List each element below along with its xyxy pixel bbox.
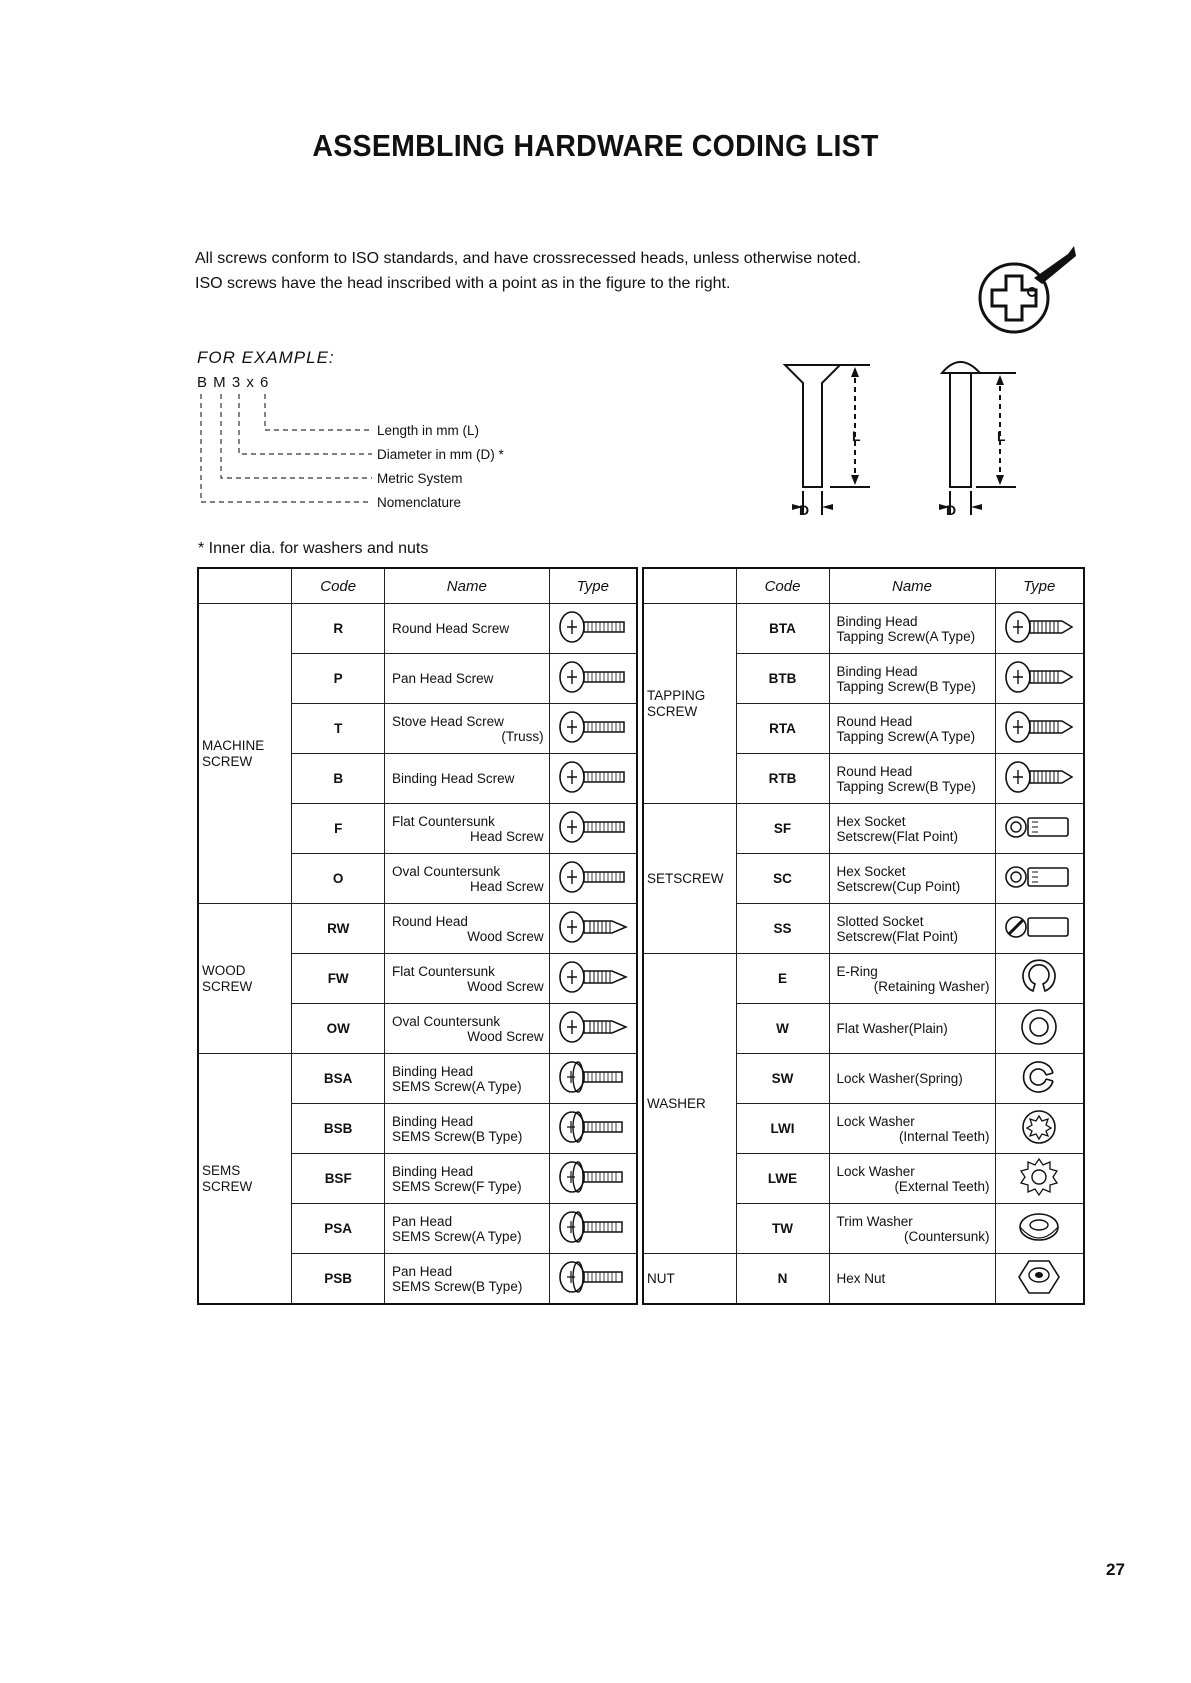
name-line-2: SEMS Screw(A Type) (392, 1228, 522, 1244)
code-cell: FW (292, 954, 385, 1004)
name-cell (829, 704, 995, 754)
name-line-1: Binding Head (392, 1113, 474, 1129)
name-cell (829, 1004, 995, 1054)
code-cell: BSB (292, 1104, 385, 1154)
type-cell (549, 604, 637, 654)
name-line-1: Hex Socket (836, 863, 906, 879)
name-line-1: Flat Countersunk (392, 963, 495, 979)
name-line-1: Stove Head Screw (392, 713, 504, 729)
name-cell (385, 1004, 550, 1054)
name-cell (829, 854, 995, 904)
code-cell: SC (736, 854, 829, 904)
intro-line-2: ISO screws have the head inscribed with a point as in the figure to the right. (195, 275, 731, 292)
code-cell: BTB (736, 654, 829, 704)
code-cell: R (292, 604, 385, 654)
tapping-screw-icon (1004, 783, 1074, 798)
table-header-row (643, 568, 1084, 604)
code-cell: RTB (736, 754, 829, 804)
slotted-setscrew-icon (1004, 933, 1074, 948)
example-diameter: Diameter in mm (D) * (377, 447, 504, 462)
type-cell (549, 1204, 637, 1254)
category-cell (198, 904, 292, 1054)
type-cell (549, 954, 637, 1004)
category-cell (643, 1254, 736, 1305)
name-line-1: Hex Nut (836, 1271, 886, 1286)
code-cell: P (292, 654, 385, 704)
name-line-1: Oval Countersunk (392, 1013, 501, 1029)
table-header-row (198, 568, 637, 604)
name-cell (829, 1154, 995, 1204)
code-cell: BSF (292, 1154, 385, 1204)
header-category (198, 568, 292, 604)
name-cell (829, 1254, 995, 1305)
left-coding-table (197, 567, 638, 1305)
type-cell (995, 1004, 1084, 1054)
name-line-1: Pan Head (392, 1213, 453, 1229)
type-cell (995, 1104, 1084, 1154)
name-line-2: (Countersunk) (903, 1228, 990, 1244)
name-line-2: Head Screw (470, 878, 544, 894)
name-line-2: Wood Screw (467, 928, 544, 944)
sems-screw-icon (558, 1233, 628, 1248)
example-length: Length in mm (L) (377, 423, 480, 438)
name-line-1: Flat Washer(Plain) (836, 1021, 948, 1036)
name-line-1: Binding Head (836, 613, 918, 629)
code-cell: LWE (736, 1154, 829, 1204)
name-cell (385, 904, 550, 954)
iso-screw-head-icon (972, 240, 1082, 340)
dim-label-length-2: L (997, 428, 1006, 444)
table-row (198, 904, 637, 954)
dim-label-diameter-2: D (946, 502, 957, 518)
table-row (198, 604, 637, 654)
name-cell (829, 804, 995, 854)
name-line-1: Hex Socket (836, 813, 906, 829)
type-cell (995, 654, 1084, 704)
name-line-2: (Internal Teeth) (898, 1128, 990, 1144)
right-coding-table (642, 567, 1085, 1305)
code-cell: W (736, 1004, 829, 1054)
type-cell (549, 704, 637, 754)
name-cell (385, 754, 550, 804)
header-code: Code (736, 568, 829, 604)
code-cell: LWI (736, 1104, 829, 1154)
name-line-1: Round Head Screw (392, 621, 510, 636)
code-cell: T (292, 704, 385, 754)
name-line-1: Slotted Socket (836, 913, 924, 929)
header-code: Code (292, 568, 385, 604)
trim-washer-icon (1017, 1233, 1061, 1248)
name-line-1: Binding Head (392, 1063, 474, 1079)
name-line-1: Binding Head (392, 1163, 474, 1179)
name-cell (385, 1054, 550, 1104)
header-type: Type (549, 568, 637, 604)
name-cell (829, 1204, 995, 1254)
category-label: MACHINE SCREW (202, 737, 265, 769)
name-line-1: Lock Washer (836, 1163, 915, 1179)
name-cell (829, 604, 995, 654)
example-label: FOR EXAMPLE: (197, 348, 335, 367)
category-label: NUT (647, 1270, 675, 1286)
type-cell (549, 1154, 637, 1204)
name-cell (385, 604, 550, 654)
oval-countersunk-wood-screw-icon (558, 1033, 628, 1048)
code-cell: E (736, 954, 829, 1004)
name-line-1: E-Ring (836, 963, 878, 979)
name-line-2: Tapping Screw(B Type) (836, 678, 976, 694)
binding-head-screw-icon (558, 783, 628, 798)
code-cell: BSA (292, 1054, 385, 1104)
hex-socket-setscrew-icon (1004, 883, 1074, 898)
category-label: WASHER (647, 1095, 706, 1111)
name-cell (829, 654, 995, 704)
name-line-2: SEMS Screw(F Type) (392, 1178, 522, 1194)
category-label: SETSCREW (647, 870, 724, 886)
name-line-2: Setscrew(Flat Point) (836, 828, 959, 844)
code-cell: N (736, 1254, 829, 1305)
type-cell (995, 754, 1084, 804)
sems-screw-icon (558, 1133, 628, 1148)
header-category (643, 568, 736, 604)
type-cell (549, 1054, 637, 1104)
name-cell (385, 654, 550, 704)
flat-washer-icon (1019, 1035, 1059, 1050)
type-cell (995, 904, 1084, 954)
type-cell (995, 954, 1084, 1004)
sems-screw-icon (558, 1083, 628, 1098)
code-cell: SS (736, 904, 829, 954)
tapping-screw-icon (1004, 683, 1074, 698)
header-type: Type (995, 568, 1084, 604)
type-cell (995, 804, 1084, 854)
name-cell (385, 854, 550, 904)
name-cell (829, 1054, 995, 1104)
name-cell (829, 754, 995, 804)
name-line-2: (Truss) (501, 728, 544, 744)
e-ring-icon (1019, 985, 1059, 1000)
table-row (643, 804, 1084, 854)
code-cell: PSA (292, 1204, 385, 1254)
flat-countersunk-screw-icon (558, 833, 628, 848)
code-cell: RW (292, 904, 385, 954)
name-cell (385, 1154, 550, 1204)
name-line-2: Tapping Screw(B Type) (836, 778, 976, 794)
flat-countersunk-wood-screw-icon (558, 983, 628, 998)
hex-nut-icon (1017, 1285, 1061, 1300)
header-name: Name (829, 568, 995, 604)
name-line-2: (External Teeth) (894, 1178, 990, 1194)
sems-screw-icon (558, 1283, 628, 1298)
code-cell: SF (736, 804, 829, 854)
name-line-2: Wood Screw (467, 978, 544, 994)
external-tooth-washer-icon (1019, 1185, 1059, 1200)
name-line-2: SEMS Screw(B Type) (392, 1278, 523, 1294)
name-cell (385, 704, 550, 754)
type-cell (995, 1154, 1084, 1204)
name-line-2: Head Screw (470, 828, 544, 844)
page-title: ASSEMBLING HARDWARE CODING LIST (312, 128, 879, 163)
name-cell (829, 954, 995, 1004)
type-cell (549, 1004, 637, 1054)
round-head-screw-icon (558, 633, 628, 648)
header-name: Name (385, 568, 550, 604)
code-cell: B (292, 754, 385, 804)
code-cell: OW (292, 1004, 385, 1054)
code-cell: PSB (292, 1254, 385, 1305)
table-row (643, 604, 1084, 654)
spring-washer-icon (1019, 1085, 1059, 1100)
name-line-1: Round Head (836, 713, 913, 729)
name-line-1: Oval Countersunk (392, 863, 501, 879)
type-cell (995, 704, 1084, 754)
sems-screw-icon (558, 1183, 628, 1198)
table-row (643, 1254, 1084, 1305)
footnote: * Inner dia. for washers and nuts (198, 540, 429, 557)
name-line-2: Tapping Screw(A Type) (836, 728, 976, 744)
category-label: TAPPING SCREW (647, 687, 706, 719)
name-line-1: Lock Washer(Spring) (836, 1071, 963, 1086)
name-line-2: Wood Screw (467, 1028, 544, 1044)
tapping-screw-icon (1004, 633, 1074, 648)
name-cell (829, 1104, 995, 1154)
code-cell: BTA (736, 604, 829, 654)
type-cell (995, 1254, 1084, 1305)
name-cell (829, 904, 995, 954)
page-number: 27 (1106, 1560, 1125, 1579)
type-cell (995, 1204, 1084, 1254)
name-line-1: Pan Head (392, 1263, 453, 1279)
name-line-2: (Retaining Washer) (873, 978, 990, 994)
type-cell (549, 754, 637, 804)
type-cell (995, 1054, 1084, 1104)
example-metric: Metric System (377, 471, 463, 486)
dim-label-length-1: L (852, 428, 861, 444)
category-cell (643, 804, 736, 954)
type-cell (549, 804, 637, 854)
name-line-2: Setscrew(Flat Point) (836, 928, 959, 944)
type-cell (549, 1254, 637, 1305)
code-cell: O (292, 854, 385, 904)
intro-line-1: All screws conform to ISO standards, and have crossrecessed heads, unless otherwise noted. (195, 250, 862, 267)
table-row (643, 954, 1084, 1004)
example-leader-lines (197, 392, 377, 512)
intro-text (195, 246, 861, 296)
name-line-2: SEMS Screw(A Type) (392, 1078, 522, 1094)
code-cell: RTA (736, 704, 829, 754)
round-head-wood-screw-icon (558, 933, 628, 948)
code-cell: F (292, 804, 385, 854)
name-line-1: Binding Head Screw (392, 771, 515, 786)
oval-countersunk-screw-icon (558, 883, 628, 898)
type-cell (995, 604, 1084, 654)
name-line-1: Flat Countersunk (392, 813, 495, 829)
hex-socket-setscrew-icon (1004, 833, 1074, 848)
tapping-screw-icon (1004, 733, 1074, 748)
example-nomenclature: Nomenclature (377, 495, 462, 510)
name-line-2: Setscrew(Cup Point) (836, 878, 961, 894)
type-cell (549, 654, 637, 704)
category-label: WOOD SCREW (202, 962, 253, 994)
type-cell (549, 854, 637, 904)
example-code: B M 3 x 6 (197, 374, 270, 391)
table-row (198, 1054, 637, 1104)
name-line-2: Tapping Screw(A Type) (836, 628, 976, 644)
internal-tooth-washer-icon (1019, 1135, 1059, 1150)
name-cell (385, 804, 550, 854)
type-cell (549, 904, 637, 954)
type-cell (995, 854, 1084, 904)
name-line-2: SEMS Screw(B Type) (392, 1128, 523, 1144)
name-cell (385, 1104, 550, 1154)
name-cell (385, 954, 550, 1004)
name-line-1: Round Head (836, 763, 913, 779)
name-line-1: Pan Head Screw (392, 671, 494, 686)
name-line-1: Round Head (392, 913, 468, 929)
pan-head-screw-icon (558, 683, 628, 698)
dim-label-diameter-1: D (799, 502, 810, 518)
type-cell (549, 1104, 637, 1154)
stove-head-screw-icon (558, 733, 628, 748)
code-cell: SW (736, 1054, 829, 1104)
code-cell: TW (736, 1204, 829, 1254)
name-line-1: Lock Washer (836, 1113, 915, 1129)
name-cell (385, 1254, 550, 1305)
name-cell (385, 1204, 550, 1254)
category-cell (198, 604, 292, 904)
category-cell (643, 954, 736, 1254)
name-line-1: Binding Head (836, 663, 918, 679)
category-label: SEMS SCREW (202, 1162, 253, 1194)
category-cell (643, 604, 736, 804)
name-line-1: Trim Washer (836, 1213, 913, 1229)
category-cell (198, 1054, 292, 1305)
